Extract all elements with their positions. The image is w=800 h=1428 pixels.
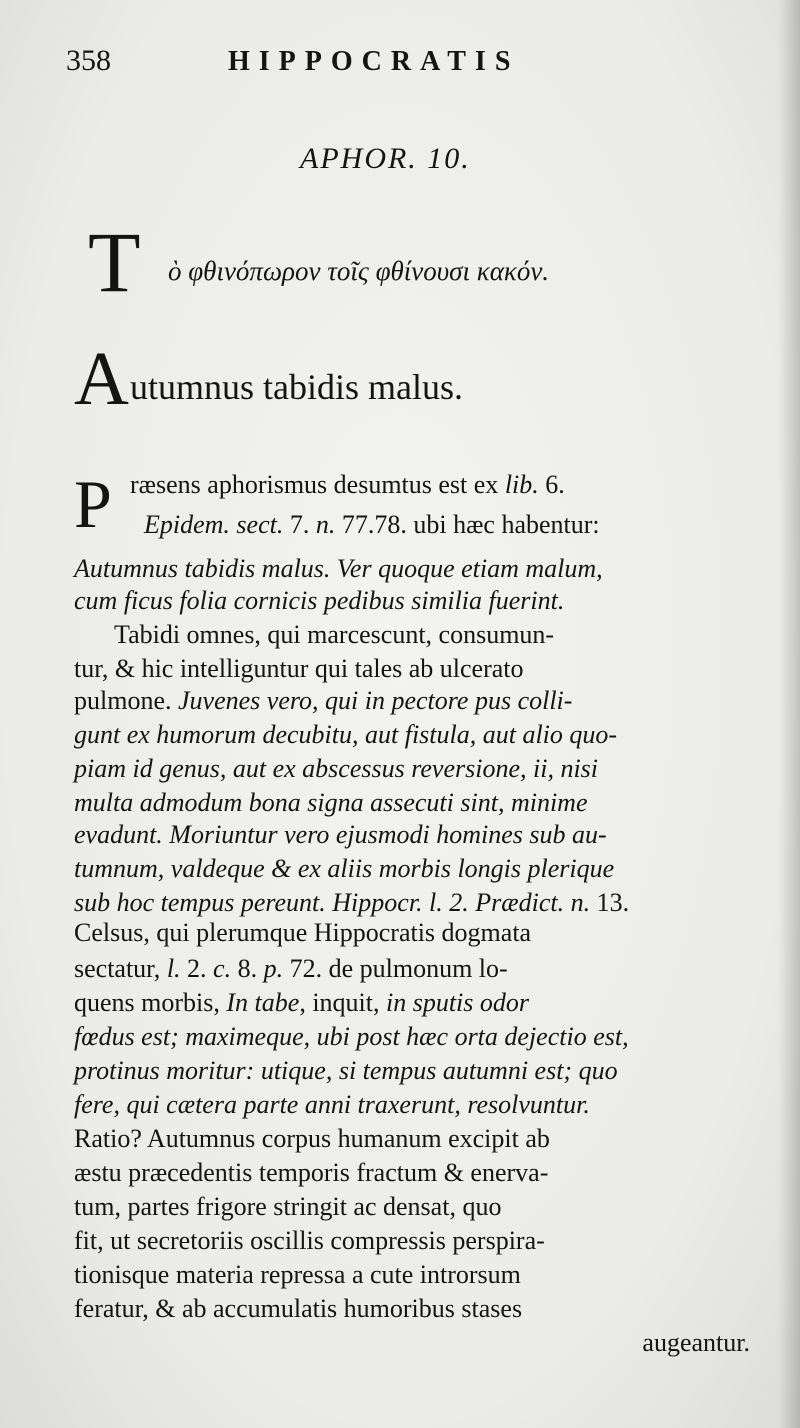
commentary-text-segment: tumnum, valdeque & ex aliis morbis longis plerique	[74, 854, 615, 883]
commentary-text-segment: sectatur,	[74, 954, 167, 983]
commentary-line	[74, 1260, 750, 1296]
commentary-line	[74, 1158, 750, 1194]
commentary-line	[74, 686, 750, 722]
commentary-text-segment: tum, partes frigore stringit ac densat, quo	[74, 1192, 502, 1221]
commentary-text-segment: In tabe	[226, 988, 300, 1017]
commentary-line	[74, 754, 750, 790]
commentary-text-segment: 13.	[590, 888, 630, 917]
commentary-line	[74, 1056, 750, 1092]
commentary-text-segment: Ratio? Autumnus corpus humanum excipit ab	[74, 1124, 550, 1153]
running-head: HIPPOCRATIS	[228, 46, 520, 77]
commentary-line	[74, 788, 750, 824]
commentary-text-segment: pulmone.	[74, 686, 178, 715]
page-edge-shadow	[778, 0, 800, 1428]
commentary-text-segment: in sputis odor	[385, 988, 530, 1017]
commentary-line	[74, 586, 750, 622]
commentary-text-segment: Celsus, qui plerumque Hippocratis dogmata	[74, 918, 532, 947]
commentary-text-segment: protinus moritur: utique, si tempus autumni est; quo	[74, 1056, 618, 1085]
commentary-line	[74, 1124, 750, 1160]
latin-aphorism-text: utumnus tabidis malus.	[130, 367, 463, 407]
commentary-text-segment: cum ficus folia cornicis pedibus similia fuerint.	[74, 586, 565, 615]
commentary-text-segment: evadunt. Moriuntur vero ejusmodi homines sub au-	[74, 820, 607, 849]
latin-aphorism	[74, 337, 734, 421]
commentary-text-segment: multa admodum bona signa assecuti sint, minime	[74, 788, 588, 817]
commentary-text-segment: Tabidi omnes, qui marcescunt, consumun-	[114, 620, 555, 649]
commentary-text-segment: tionisque materia repressa a cute introrsum	[74, 1260, 521, 1289]
greek-aphorism	[88, 214, 748, 310]
commentary-text-segment: sub hoc tempus pereunt. Hippocr. l. 2. Prædict. n.	[74, 888, 591, 917]
commentary-text-segment: æstu præcedentis temporis fractum & enerva-	[74, 1158, 549, 1187]
commentary-initial-letter: P	[74, 466, 112, 542]
commentary-line	[74, 1090, 750, 1126]
commentary-text-segment: Juvenes vero, qui in pectore pus colli-	[178, 686, 573, 715]
commentary-line	[74, 1294, 750, 1330]
commentary-text-segment: tur, & hic intelliguntur qui tales ab ulcerato	[74, 654, 524, 683]
commentary-text-segment: Autumnus tabidis malus. Ver quoque etiam malum,	[74, 554, 603, 583]
commentary-line	[130, 470, 750, 506]
commentary-text-segment: l.	[166, 954, 181, 983]
commentary-line	[74, 918, 750, 954]
commentary-line	[74, 854, 750, 890]
commentary-text-segment: 77.78. ubi hæc habentur:	[335, 510, 600, 539]
commentary-line	[74, 720, 750, 756]
commentary-text-segment: 6.	[538, 470, 565, 499]
commentary-text-segment: n.	[315, 510, 336, 539]
commentary-line	[74, 1328, 750, 1364]
commentary-line	[74, 1226, 750, 1262]
commentary-text-segment: fit, ut secretoriis oscillis compressis perspira-	[74, 1226, 545, 1255]
commentary-text-segment: piam id genus, aut ex abscessus reversione, ii, nisi	[74, 754, 599, 783]
commentary-line	[74, 988, 750, 1024]
greek-initial-letter: T	[88, 214, 141, 310]
page-number: 358	[66, 44, 111, 77]
commentary-text-segment: p.	[263, 954, 284, 983]
page-header	[66, 44, 586, 84]
commentary-line	[74, 654, 750, 690]
commentary-text-segment: 2.	[180, 954, 214, 983]
commentary-line	[74, 954, 750, 990]
commentary-line	[74, 1192, 750, 1228]
commentary-text-segment: feratur, & ab accumulatis humoribus stases	[74, 1294, 523, 1323]
latin-initial-letter: A	[74, 337, 129, 421]
commentary-text-segment: 72. de pulmonum lo-	[283, 954, 508, 983]
commentary-text-segment: fœdus est; maximeque, ubi post hæc orta dejectio est,	[74, 1022, 629, 1051]
commentary-line	[144, 510, 750, 546]
commentary-text-segment: 7.	[283, 510, 316, 539]
commentary-text-segment: gunt ex humorum decubitu, aut fistula, aut alio quo-	[74, 720, 618, 749]
commentary-line	[74, 820, 750, 856]
greek-aphorism-text: ὸ φθινόπωρον τοῖς φθίνουσι κακόν.	[168, 256, 550, 286]
commentary-text-segment: augeantur.	[642, 1328, 750, 1357]
commentary-text-segment: Epidem. sect.	[144, 510, 284, 539]
commentary-text-segment: ræsens aphorismus desumtus est ex	[130, 470, 505, 499]
commentary-text-segment: 8.	[231, 954, 264, 983]
commentary-text-segment: fere, qui cætera parte anni traxerunt, resolvuntur.	[74, 1090, 590, 1119]
commentary-text-segment: , inquit,	[299, 988, 386, 1017]
aphorism-heading: APHOR. 10.	[300, 142, 471, 175]
commentary-line	[74, 554, 750, 590]
commentary-line	[114, 620, 750, 656]
commentary-text-segment: quens morbis,	[74, 988, 227, 1017]
commentary-text-segment: c.	[213, 954, 232, 983]
commentary-text-segment: lib.	[504, 470, 539, 499]
commentary-line	[74, 1022, 750, 1058]
